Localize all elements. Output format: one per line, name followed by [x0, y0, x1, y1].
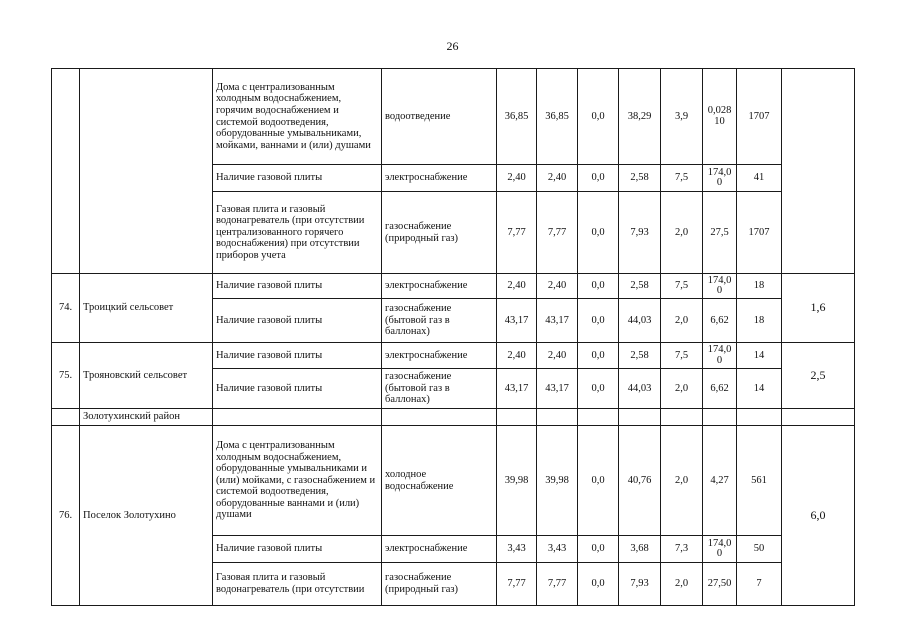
value-cell: 2,0: [661, 369, 703, 409]
table-row: [52, 69, 855, 165]
resource-cell: газоснабжение (бытовой газ в баллонах): [382, 369, 497, 409]
number-cell: [52, 409, 80, 426]
value-cell: 2,58: [619, 343, 661, 369]
value-cell: 7,77: [537, 563, 578, 606]
value-cell: 174,0 0: [703, 165, 737, 192]
value-cell: 2,40: [537, 274, 578, 299]
value-cell: 0,0: [578, 369, 619, 409]
resource-cell: холодное водоснабжение: [382, 426, 497, 536]
tvis-cell: 1,6: [782, 274, 855, 343]
value-cell: 36,85: [497, 69, 537, 165]
value-cell: 1707: [737, 69, 782, 165]
value-cell: 0,0: [578, 299, 619, 343]
value-cell: 2,40: [537, 343, 578, 369]
value-cell: 43,17: [537, 299, 578, 343]
value-cell: 50: [737, 536, 782, 563]
table-row: [52, 426, 855, 536]
value-cell: 14: [737, 369, 782, 409]
resource-cell: водоотведение: [382, 69, 497, 165]
number-cell: 76.: [52, 426, 80, 606]
value-cell: 3,43: [537, 536, 578, 563]
value-cell: 7,77: [497, 563, 537, 606]
value-cell: 174,0 0: [703, 343, 737, 369]
value-cell: [782, 69, 855, 274]
value-cell: [782, 409, 855, 426]
value-cell: 2,40: [497, 274, 537, 299]
value-cell: 7,77: [537, 192, 578, 274]
tvis-cell: 2,5: [782, 343, 855, 409]
value-cell: 7,5: [661, 274, 703, 299]
value-cell: 0,0: [578, 563, 619, 606]
table-row: [52, 343, 855, 369]
settlement-cell: Трояновский сельсовет: [80, 343, 213, 409]
table-row: [52, 409, 855, 426]
value-cell: 2,40: [497, 165, 537, 192]
value-cell: 4,27: [703, 426, 737, 536]
number-cell: 75.: [52, 343, 80, 409]
value-cell: 0,0: [578, 192, 619, 274]
value-cell: [661, 409, 703, 426]
district-cell: Золотухинский район: [80, 409, 213, 426]
category-cell: Дома с централизованным холодным водоснабжением, горячим водоснабжением и системой водоотведения, оборудованные умывальниками, мойками, ваннами и (или) душами: [213, 69, 382, 165]
value-cell: 1707: [737, 192, 782, 274]
value-cell: 38,29: [619, 69, 661, 165]
category-cell: Наличие газовой плиты: [213, 165, 382, 192]
value-cell: 3,68: [619, 536, 661, 563]
value-cell: 44,03: [619, 369, 661, 409]
category-cell: [213, 409, 382, 426]
category-cell: Дома с централизованным холодным водоснабжением, оборудованные умывальниками и (или) мойками, с газоснабжением и системой водоотведения, оборудованные ваннами и (или) душами: [213, 426, 382, 536]
category-cell: Газовая плита и газовый водонагреватель (при отсутствии: [213, 563, 382, 606]
value-cell: 41: [737, 165, 782, 192]
resource-cell: электроснабжение: [382, 343, 497, 369]
resource-cell: [382, 409, 497, 426]
value-cell: 39,98: [537, 426, 578, 536]
value-cell: 6,62: [703, 299, 737, 343]
value-cell: [578, 409, 619, 426]
value-cell: 174,0 0: [703, 536, 737, 563]
value-cell: 0,0: [578, 165, 619, 192]
tariff-table: [51, 68, 855, 606]
value-cell: 36,85: [537, 69, 578, 165]
value-cell: 0,0: [578, 426, 619, 536]
resource-cell: газоснабжение (бытовой газ в баллонах): [382, 299, 497, 343]
value-cell: 7,5: [661, 343, 703, 369]
tvis-cell: 6,0: [782, 426, 855, 606]
number-cell: [52, 69, 80, 274]
value-cell: 7,93: [619, 563, 661, 606]
category-cell: Наличие газовой плиты: [213, 369, 382, 409]
resource-cell: электроснабжение: [382, 274, 497, 299]
page-number: 26: [446, 39, 459, 53]
table-row: [52, 274, 855, 299]
value-cell: 3,9: [661, 69, 703, 165]
value-cell: 18: [737, 299, 782, 343]
value-cell: 0,0: [578, 343, 619, 369]
value-cell: 7,5: [661, 165, 703, 192]
settlement-cell: Троицкий сельсовет: [80, 274, 213, 343]
resource-cell: газоснабжение (природный газ): [382, 192, 497, 274]
value-cell: 43,17: [497, 299, 537, 343]
number-cell: 74.: [52, 274, 80, 343]
value-cell: 2,0: [661, 192, 703, 274]
value-cell: 0,0: [578, 69, 619, 165]
value-cell: 43,17: [497, 369, 537, 409]
resource-cell: газоснабжение (природный газ): [382, 563, 497, 606]
value-cell: 2,58: [619, 165, 661, 192]
value-cell: 43,17: [537, 369, 578, 409]
resource-cell: электроснабжение: [382, 165, 497, 192]
value-cell: 7,77: [497, 192, 537, 274]
value-cell: 2,0: [661, 426, 703, 536]
value-cell: 44,03: [619, 299, 661, 343]
value-cell: 7,3: [661, 536, 703, 563]
category-cell: Наличие газовой плиты: [213, 299, 382, 343]
value-cell: [703, 409, 737, 426]
value-cell: 7,93: [619, 192, 661, 274]
value-cell: [497, 409, 537, 426]
value-cell: 2,58: [619, 274, 661, 299]
category-cell: Наличие газовой плиты: [213, 274, 382, 299]
category-cell: Наличие газовой плиты: [213, 343, 382, 369]
category-cell: Газовая плита и газовый водонагреватель (при отсутствии централизованного горячего водоснабжения) при отсутствии приборов учета: [213, 192, 382, 274]
value-cell: 2,40: [537, 165, 578, 192]
value-cell: 2,0: [661, 299, 703, 343]
value-cell: [537, 409, 578, 426]
value-cell: 14: [737, 343, 782, 369]
value-cell: 3,43: [497, 536, 537, 563]
value-cell: 18: [737, 274, 782, 299]
value-cell: 40,76: [619, 426, 661, 536]
resource-cell: электроснабжение: [382, 536, 497, 563]
value-cell: 561: [737, 426, 782, 536]
value-cell: 39,98: [497, 426, 537, 536]
value-cell: 0,028 10: [703, 69, 737, 165]
value-cell: [619, 409, 661, 426]
value-cell: 2,0: [661, 563, 703, 606]
value-cell: 27,50: [703, 563, 737, 606]
value-cell: 2,40: [497, 343, 537, 369]
settlement-cell: [80, 69, 213, 274]
value-cell: 27,5: [703, 192, 737, 274]
value-cell: 0,0: [578, 274, 619, 299]
value-cell: 7: [737, 563, 782, 606]
value-cell: 6,62: [703, 369, 737, 409]
value-cell: 174,0 0: [703, 274, 737, 299]
category-cell: Наличие газовой плиты: [213, 536, 382, 563]
settlement-cell: Поселок Золотухино: [80, 426, 213, 606]
value-cell: [737, 409, 782, 426]
value-cell: 0,0: [578, 536, 619, 563]
